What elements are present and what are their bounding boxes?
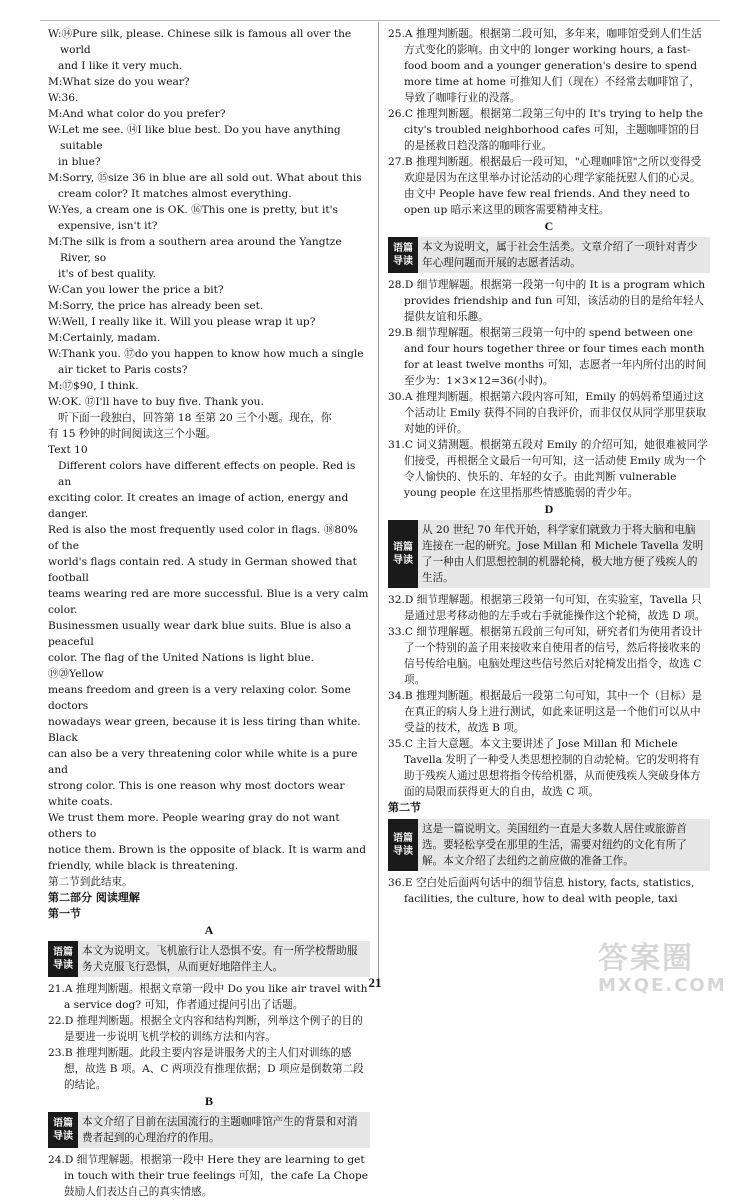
text-line: nowadays wear green, because it is less tiring than white. Black [48,716,361,744]
section-heading: 第二部分 阅读理解 [48,891,140,904]
answer-explanation: 31.C 词义猜测题。根据第五段对 Emily 的介绍可知，她很难被同学们接受，再根据全文最后一句可知，这一活动使 Emily 成为一个令人愉快的、快乐的、年轻的女子。由此判断 vulnerable young people 在这里指那些情感脆弱的青少年。 [388,439,708,499]
reading-guide-tag [48,941,78,977]
reading-guide-text: 本文为说明文，属于社会生活类。文章介绍了一项针对青少年心理问题而开展的志愿者活动。 [422,241,698,269]
text-line: W:Well, I really like it. Will you please wrap it up? [48,316,316,328]
answer-explanation: 22.D 推理判断题。根据全文内容和结构判断，列举这个例子的目的是要进一步说明飞机学校的训练方法和内容。 [48,1015,363,1043]
answer-explanation: 21.A 推理判断题。根据文章第一段中 Do you like air travel with a service dog? 可知，作者通过提问引出了话题。 [48,983,368,1011]
text-line: 听下面一段独白，回答第 18 至第 20 三个小题。现在，你 [58,412,332,424]
watermark-en: MXQE.COM [598,975,727,996]
text-line: M:Certainly, madam. [48,332,161,344]
text-line: W:36. [48,92,79,104]
answer-explanation: 26.C 推理判断题。根据第二段第三句中的 It's trying to help the city's troubled neighborhood cafes 可知，主题咖啡馆的目的是拯救日趋没落的咖啡行业。 [388,108,703,152]
text-line: friendly, while black is threatening. [48,860,239,872]
tag-line-1: 语篇 [393,542,413,553]
text-line: teams wearing red are more successful. Blue is a very calm color. [48,588,369,616]
tag-line-2: 导读 [53,1131,73,1142]
text-line: strong color. This is one reason why most doctors wear white coats. [48,780,345,808]
text-line: W:OK. ⑰I'll have to buy five. Thank you. [48,396,264,408]
text-line: M:Sorry, the price has already been set. [48,300,264,312]
text-line: M:⑰$90, I think. [48,380,139,392]
answer-explanation: 25.A 推理判断题。根据第二段可知，多年来，咖啡馆受到人们生活方式变化的影响。由文中的 longer working hours, a fast-food boom and a younger generation's desire to spend more time at home 可推知人们（现在）不经常去咖啡馆了，导致了咖啡行业的没落。 [388,28,702,104]
tag-line-1: 语篇 [53,947,73,958]
tag-line-2: 导读 [393,846,413,857]
tag-line-2: 导读 [393,256,413,267]
reading-guide-box [388,819,710,871]
text-line: M:What size do you wear? [48,76,190,88]
text-line: exciting color. It creates an image of action, energy and danger. [48,492,349,520]
text-line: color. The flag of the United Nations is light blue. ⑲⑳Yellow [48,652,315,680]
dialogue-line: M:Sorry, ⑮size 36 in blue are all sold out. What about this [48,172,362,184]
page-number: 21 [368,975,382,990]
section-heading: 第一节 [48,907,81,920]
passage-letter: C [544,219,554,233]
answer-explanation: 27.B 推理判断题。根据最后一段可知，"心理咖啡馆"之所以变得受欢迎是因为在这里举办讨论活动的心理学家能抚慰人们的心灵。由文中 People have few real friends. And they need to open up 暗示来这里的顾客需要精神支柱。 [388,156,702,216]
text-line: Businessmen usually wear dark blue suits. Blue is also a peaceful [48,620,352,648]
right-column [388,26,710,907]
watermark-cn: 答案圈 [598,941,694,976]
tag-line-2: 导读 [53,960,73,971]
answer-explanation: 30.A 推理判断题。根据第六段内容可知，Emily 的妈妈希望通过这个活动让 Emily 获得不同的自我评价，而非仅仅从同学那里获取对她的评价。 [388,391,707,435]
reading-guide-box [388,237,710,273]
reading-guide-box [48,1112,370,1148]
tag-line-1: 语篇 [393,243,413,254]
answer-explanation: 23.B 推理判断题。此段主要内容是讲服务犬的主人们对训练的感想，故选 B 项。A、C 两项没有推理依据；D 项应是倒数第二段的结论。 [48,1047,364,1091]
dialogue-line: W:⑭Pure silk, please. Chinese silk is famous all over the world [48,28,352,56]
text-line: Red is also the most frequently used color in flags. ⑱80% of the [48,524,358,552]
answer-explanation: 32.D 细节理解题。根据第三段第一句可知，在实验室，Tavella 只是通过思考移动他的左手或右手就能操作这个轮椅，故选 D 项。 [388,594,706,622]
answer-explanation: 34.B 推理判断题。根据最后一段第二句可知，其中一个（目标）是在真正的病人身上进行测试，如此来证明这是一个他们可以从中受益的技术，故选 B 项。 [388,690,703,734]
column-divider [378,22,379,982]
left-column [48,26,370,1200]
reading-guide-text: 从 20 世纪 70 年代开始，科学家们就致力于将大脑和电脑连接在一起的研究。Jose Millan 和 Michele Tavella 发明了一种由人们思想控制的机器轮椅，极大地方便了残疾人的生活。 [422,524,704,584]
dialogue-line: W:Thank you. ⑰do you happen to know how much a single [48,348,364,360]
reading-guide-tag [48,1112,78,1148]
text-line: We trust them more. People wearing gray do not want others to [48,812,340,840]
text-line: 第二节到此结束。 [48,876,133,888]
answer-explanation: 24.D 细节理解题。根据第一段中 Here they are learning to get in touch with their true feelings 可知，the cafe La Chope 鼓励人们表达自己的真实情感。 [48,1154,369,1198]
passage-letter: B [204,1094,213,1108]
text-line: air ticket to Paris costs? [58,364,188,376]
reading-guide-tag [388,520,418,588]
dialogue-line: W:Yes, a cream one is OK. ⑯This one is pretty, but it's [48,204,338,216]
reading-guide-tag [388,819,418,871]
answer-explanation: 35.C 主旨大意题。本文主要讲述了 Jose Millan 和 Michele Tavella 发明了一种受人类思想控制的自动轮椅。它的发明将有助于残疾人通过思想将指令传给机器，从而使残疾人突破身体方面的局限而获得更大的自由，故选 C 项。 [388,738,701,798]
text-line: it's of best quality. [58,268,157,280]
text-line: notice them. Brown is the opposite of black. It is warm and [48,844,366,856]
text-line: Different colors have different effects on people. Red is an [58,460,356,488]
answer-explanation: 29.B 细节理解题。根据第三段第一句中的 spend between one and four hours together three or four times each month for at least twelve months 可知，志愿者一年内所付出的时间至少为：1×3×12=36(小时)。 [388,327,707,387]
text-line: means freedom and green is a very relaxing color. Some doctors [48,684,351,712]
passage-letter: A [204,923,214,937]
dialogue-line: M:The silk is from a southern area around the Yangtze River, so [48,236,342,264]
text-line: M:And what color do you prefer? [48,108,226,120]
text-line: expensive, isn't it? [58,220,158,232]
reading-guide-text: 本文为说明文。飞机旅行让人恐惧不安。有一所学校帮助服务犬克服飞行恐惧，从而更好地陪伴主人。 [82,945,358,973]
reading-guide-text: 本文介绍了目前在法国流行的主题咖啡馆产生的背景和对消费者起到的心理治疗的作用。 [82,1116,358,1144]
text-line: and I like it very much. [58,60,183,72]
text-line: world's flags contain red. A study in German showed that football [48,556,357,584]
top-rule [40,20,720,21]
text-line: can also be a very threatening color while white is a pure and [48,748,358,776]
text-line: cream color? It matches almost everything. [58,188,292,200]
text-line: Text 10 [48,444,88,456]
answer-explanation: 36.E 空白处后面两句话中的细节信息 history, facts, statistics, facilities, the culture, how to deal with people, taxi [388,877,695,905]
passage-letter: D [544,502,554,516]
dialogue-line: W:Let me see. ⑭I like blue best. Do you have anything suitable [48,124,341,152]
section-heading: 第二节 [388,801,421,814]
answer-explanation: 28.D 细节理解题。根据第一段第一句中的 It is a program which provides friendship and fun 可知，该活动的目的是给年轻人提供友谊和乐趣。 [388,279,706,323]
answer-explanation: 33.C 细节理解题。根据第五段前三句可知，研究者们为使用者设计了一个特别的盖子用来接收来自使用者的信号，然后将接收来的信号传给电脑。电脑处理这些信号然后对轮椅发出指令，故选 C 项。 [388,626,703,686]
text-line: W:Can you lower the price a bit? [48,284,224,296]
tag-line-2: 导读 [393,555,413,566]
text-line: 有 15 秒钟的时间阅读这三个小题。 [48,428,217,440]
watermark [598,942,728,1002]
text-line: in blue? [58,156,101,168]
reading-guide-box [388,520,710,588]
tag-line-1: 语篇 [393,833,413,844]
tag-line-1: 语篇 [53,1118,73,1129]
reading-guide-box [48,941,370,977]
reading-guide-tag [388,237,418,273]
reading-guide-text: 这是一篇说明文。美国纽约一直是大多数人居住或旅游首选。要轻松享受在那里的生活，需要对纽约的文化有所了解。本文介绍了去纽约之前应做的准备工作。 [422,823,687,867]
